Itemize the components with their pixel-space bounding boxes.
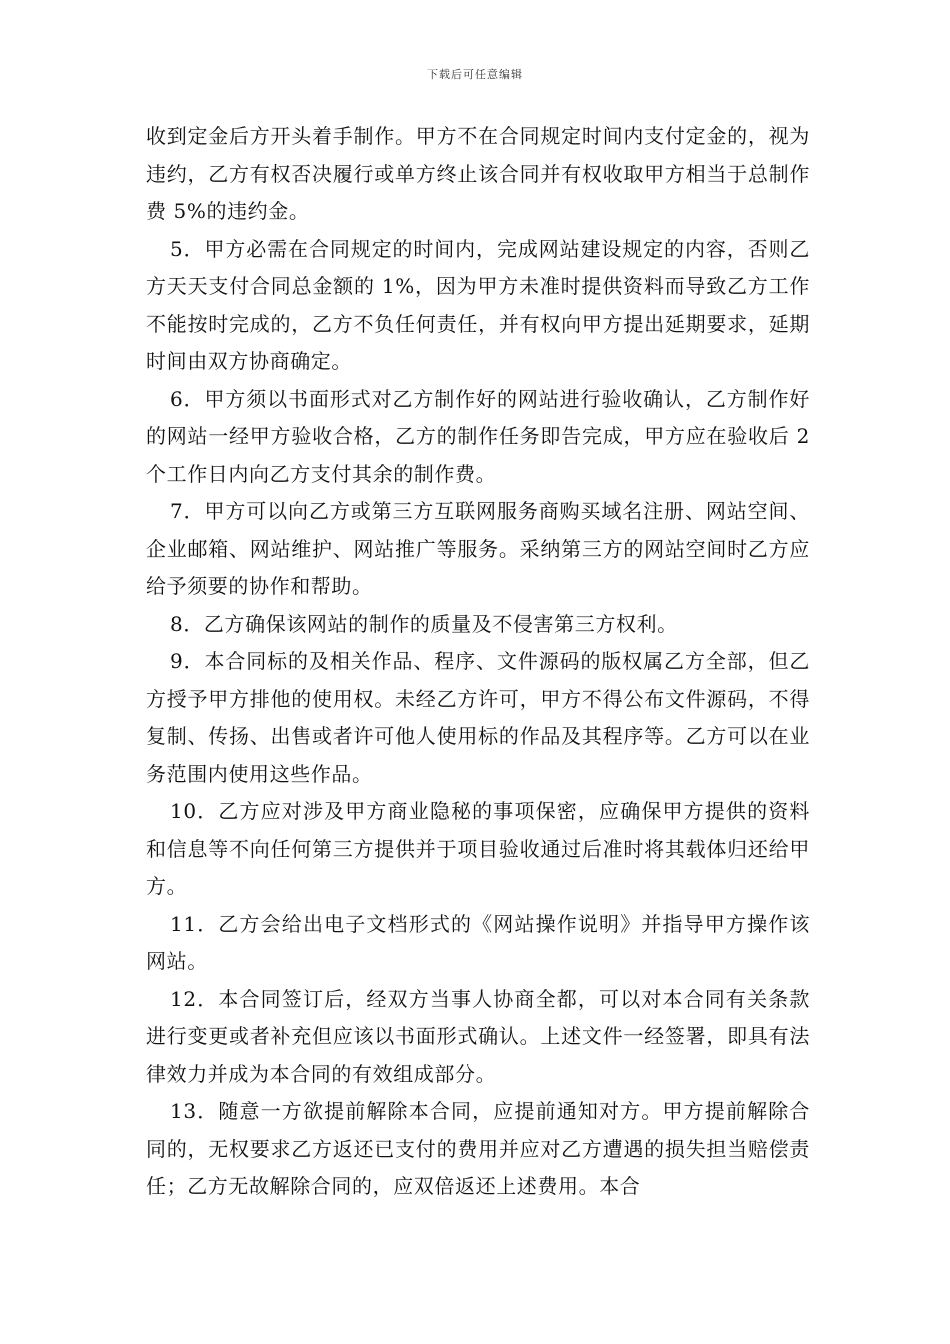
contract-body: [146, 118, 810, 1206]
clause-9: 9．本合同标的及相关作品、程序、文件源码的版权属乙方全部，但乙方授予甲方排他的使用权。未经乙方许可，甲方不得公布文件源码，不得复制、传扬、出售或者许可他人使用标的作品及其程序等。乙方可以在业务范围内使用这些作品。: [146, 649, 810, 786]
clause-8: 8．乙方确保该网站的制作的质量及不侵害第三方权利。: [170, 611, 678, 636]
clause-12: 12．本合同签订后，经双方当事人协商全都，可以对本合同有关条款进行变更或者补充但应该以书面形式确认。上述文件一经签署，即具有法律效力并成为本合同的有效组成部分。: [146, 986, 810, 1086]
clause-11: 11．乙方会给出电子文档形式的《网站操作说明》并指导甲方操作该网站。: [146, 911, 810, 973]
clause-6: 6．甲方须以书面形式对乙方制作好的网站进行验收确认，乙方制作好的网站一经甲方验收合格，乙方的制作任务即告完成，甲方应在验收后 2 个工作日内向乙方支付其余的制作费。: [146, 386, 810, 486]
clause-13: 13．随意一方欲提前解除本合同，应提前通知对方。甲方提前解除合同的，无权要求乙方返还已支付的费用并应对乙方遭遇的损失担当赔偿责任；乙方无故解除合同的，应双倍返还上述费用。本合: [146, 1099, 810, 1198]
clause-7: 7．甲方可以向乙方或第三方互联网服务商购买域名注册、网站空间、企业邮箱、网站维护、网站推广等服务。采纳第三方的网站空间时乙方应给予须要的协作和帮助。: [146, 499, 810, 598]
paragraph-continuation: 收到定金后方开头着手制作。甲方不在合同规定时间内支付定金的，视为违约，乙方有权否决履行或单方终止该合同并有权收取甲方相当于总制作费 5%的违约金。: [146, 124, 810, 223]
page-header: 下载后可任意编辑: [427, 68, 523, 81]
clause-5: 5．甲方必需在合同规定的时间内，完成网站建设规定的内容，否则乙方天天支付合同总金额的 1%，因为甲方未准时提供资料而导致乙方工作不能按时完成的，乙方不负任何责任，并有权向甲方提出延期要求，延期时间由双方协商确定。: [146, 236, 810, 373]
clause-10: 10．乙方应对涉及甲方商业隐秘的事项保密，应确保甲方提供的资料和信息等不向任何第三方提供并于项目验收通过后准时将其载体归还给甲方。: [146, 799, 810, 898]
